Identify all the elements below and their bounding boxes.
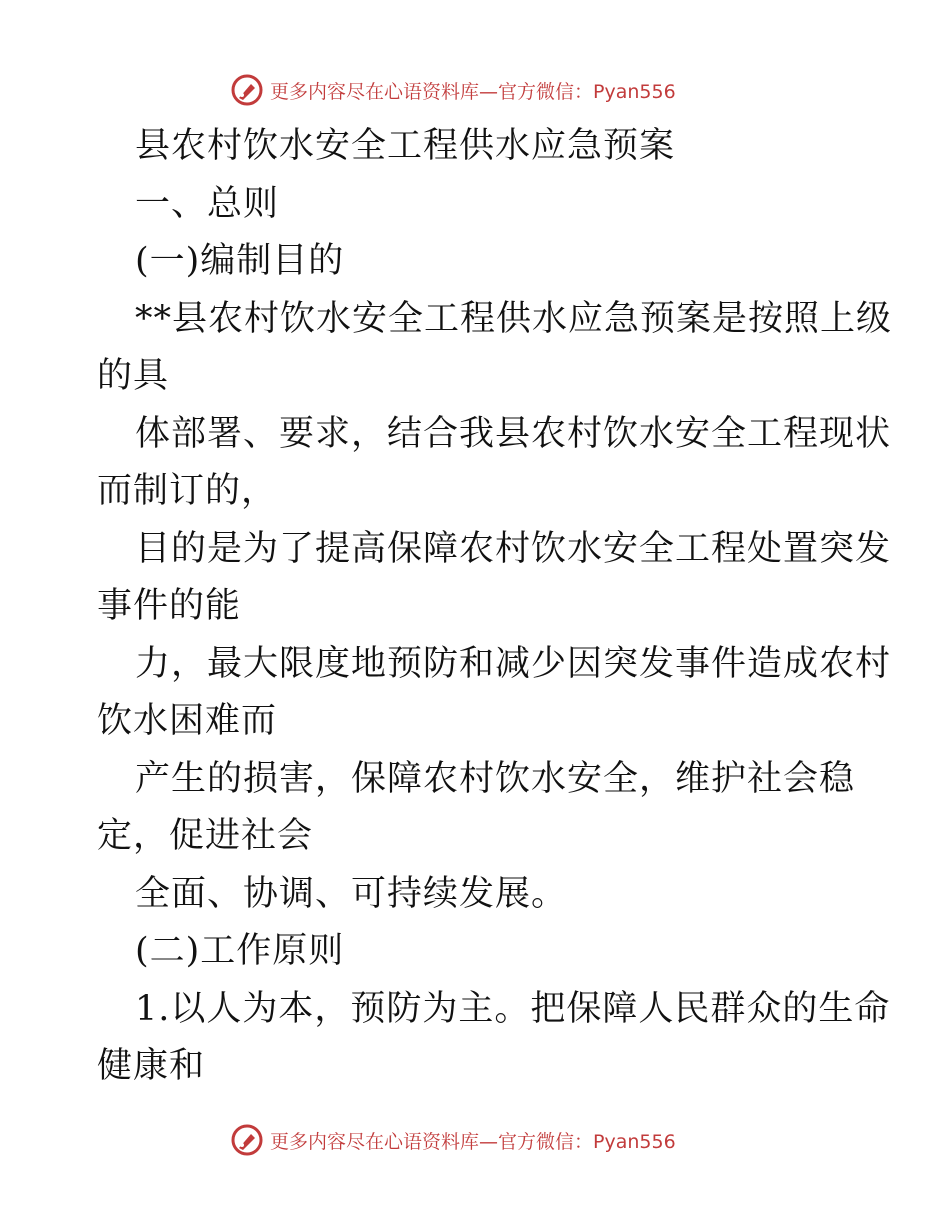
text-line: 事件的能 (97, 586, 242, 626)
document-body (97, 118, 893, 1096)
banner-text: 更多内容尽在心语资料库—官方微信：Pyan556 (270, 1130, 676, 1153)
footer-banner (230, 1120, 750, 1160)
text-line: 一、总则 (135, 183, 280, 224)
text-line: 定，促进社会 (97, 816, 314, 856)
text-line: 力，最大限度地预防和减少因突发事件造成农村 (135, 643, 892, 684)
text-line: 饮水困难而 (97, 701, 278, 741)
text-line: 目的是为了提高保障农村饮水安全工程处置突发 (135, 528, 892, 569)
document-lines (97, 176, 893, 1096)
text-line: (一)编制目的 (135, 241, 345, 281)
text-line: (二)工作原则 (135, 931, 345, 971)
banner-text: 更多内容尽在心语资料库—官方微信：Pyan556 (270, 80, 676, 103)
pen-nib-circle-icon (230, 1123, 264, 1157)
text-line: 产生的损害，保障农村饮水安全，维护社会稳 (135, 758, 856, 799)
text-line: 体部署、要求，结合我县农村饮水安全工程现状 (135, 413, 892, 454)
text-line: **县农村饮水安全工程供水应急预案是按照上级 (135, 298, 893, 339)
pen-nib-circle-icon (230, 73, 264, 107)
text-line: 健康和 (97, 1046, 206, 1086)
text-line: 1.以人为本，预防为主。把保障人民群众的生命 (135, 988, 891, 1029)
text-line: 而制订的， (97, 471, 278, 511)
document-title: 县农村饮水安全工程供水应急预案 (135, 126, 676, 166)
text-line: 的具 (97, 356, 170, 396)
header-banner (230, 70, 750, 110)
text-line: 全面、协调、可持续发展。 (135, 873, 568, 914)
